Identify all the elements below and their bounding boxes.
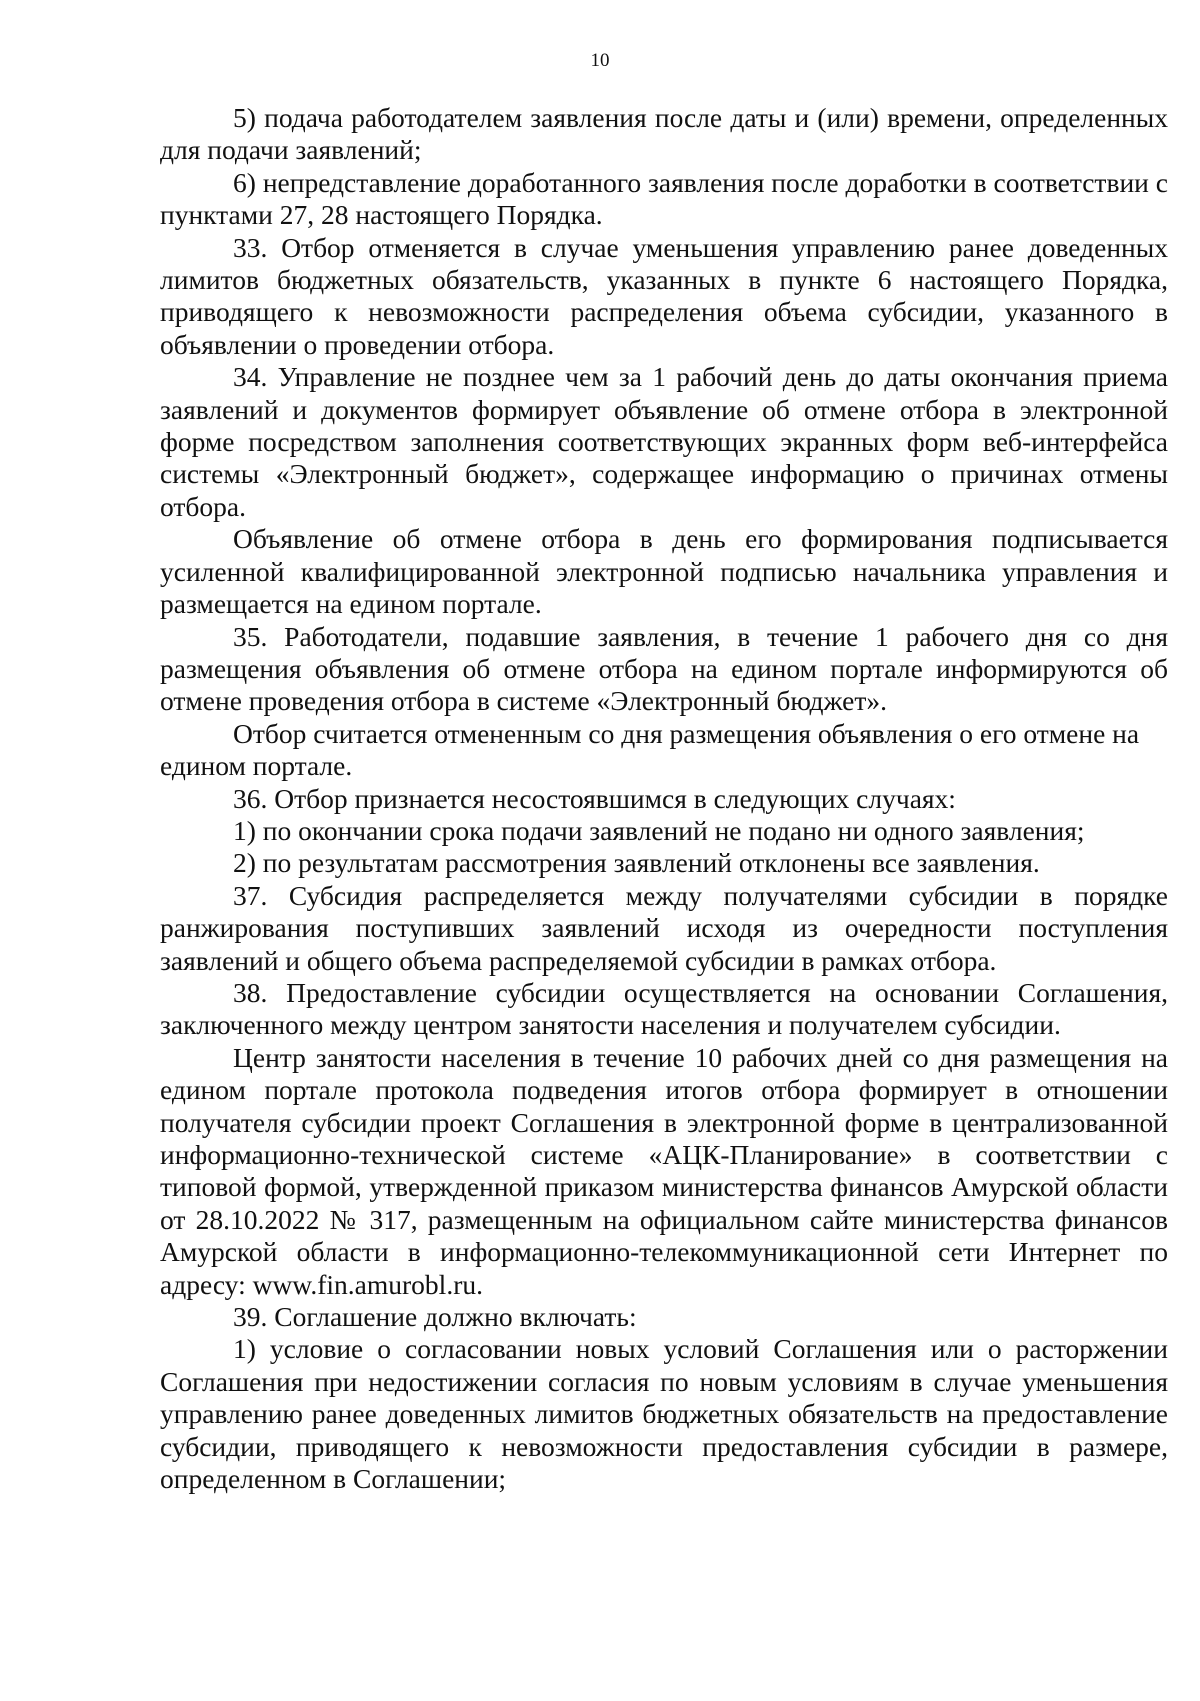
paragraph-34: 34. Управление не позднее чем за 1 рабочий день до даты окончания приема заявлений и документов формирует объявление об отмене отбора в электронной форме посредством заполнения соответствующих экранных форм веб-интерфейса системы «Электронный бюджет», содержащее информацию о причинах отмены отбора.	[160, 361, 1168, 522]
paragraph-38: 38. Предоставление субсидии осуществляется на основании Соглашения, заключенного между центром занятости населения и получателем субсидии.	[160, 976, 1168, 1041]
paragraph-38-agreement: Центр занятости населения в течение 10 рабочих дней со дня размещения на едином портале протокола подведения итогов отбора формирует в отношении получателя субсидии проект Соглашения в электронной форме в централизованной информационно-технической системе «АЦК-Планирование» в соответствии с типовой формой, утвержденной приказом министерства финансов Амурской области от 28.10.2022 № 317, размещенным на официальном сайте министерства финансов Амурской области в информационно-телекоммуникационной сети Интернет по адресу: www.fin.amurobl.ru.	[160, 1041, 1168, 1300]
paragraph-36-item-1: 1) по окончании срока подачи заявлений не подано ни одного заявления;	[233, 814, 1085, 846]
paragraph-35-cancelled: Отбор считается отмененным со дня размещения объявления о его отмене на едином портале.	[160, 717, 1140, 782]
paragraph-34-announcement: Объявление об отмене отбора в день его формирования подписывается усиленной квалифицированной электронной подписью начальника управления и размещается на едином портале.	[160, 523, 1168, 620]
paragraph-36: 36. Отбор признается несостоявшимся в следующих случаях:	[233, 782, 956, 814]
paragraph-37: 37. Субсидия распределяется между получателями субсидии в порядке ранжирования поступивших заявлений исходя из очередности поступления заявлений и общего объема распределяемой субсидии в рамках отбора.	[160, 879, 1168, 976]
document-body	[160, 102, 1168, 1495]
paragraph-33: 33. Отбор отменяется в случае уменьшения управлению ранее доведенных лимитов бюджетных обязательств, указанных в пункте 6 настоящего Порядка, приводящего к невозможности распределения объема субсидии, указанного в объявлении о проведении отбора.	[160, 231, 1168, 360]
paragraph-item-5: 5) подача работодателем заявления после даты и (или) времени, определенных для подачи заявлений;	[160, 102, 1168, 166]
paragraph-39-item-1: 1) условие о согласовании новых условий Соглашения или о расторжении Соглашения при недостижении согласия по новым условиям в случае уменьшения управлению ранее доведенных лимитов бюджетных обязательств на предоставление субсидии, приводящего к невозможности предоставления субсидии в размере, определенном в Соглашении;	[160, 1333, 1168, 1495]
paragraph-item-6: 6) непредставление доработанного заявления после доработки в соответствии с пунктами 27, 28 настоящего Порядка.	[160, 166, 1168, 231]
paragraph-36-item-2: 2) по результатам рассмотрения заявлений отклонены все заявления.	[233, 847, 1040, 879]
paragraph-39: 39. Соглашение должно включать:	[233, 1301, 637, 1333]
paragraph-35: 35. Работодатели, подавшие заявления, в течение 1 рабочего дня со дня размещения объявления об отмене отбора на едином портале информируются об отмене проведения отбора в системе «Электронный бюджет».	[160, 620, 1168, 717]
page-number: 10	[590, 50, 610, 71]
